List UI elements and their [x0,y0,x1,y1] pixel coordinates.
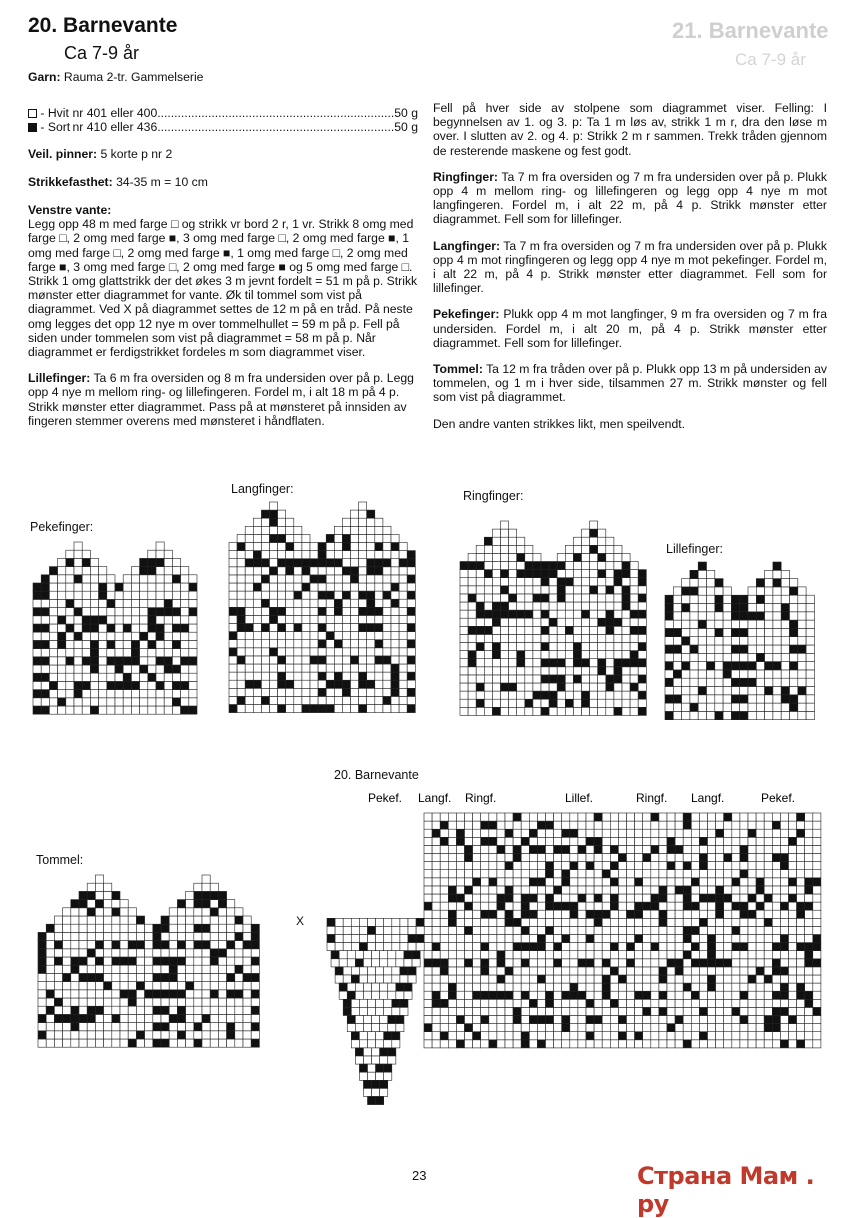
yarn-number: nr 410 eller 436 [72,120,158,135]
index-finger-section [433,307,827,350]
yarn-color: - Sort [40,120,71,135]
yarn-dots: ...................................................................... [157,106,395,121]
needles-line [28,147,418,161]
yarn-color: - Hvit [40,106,69,121]
yarn-weight: 50 g [394,106,418,121]
middle-finger-text: Ta 7 m fra oversiden og 7 m fra undersiden over på p. Plukk opp 4 m mot ringfingeren og legg opp 4 nye m mot pekefinger. Fordel m, i alt 22 m, på 4 p. Strikk mønster etter diagrammet. Fell som for lillefinger. [433,238,827,296]
thumb-heading: Tommel: [433,362,483,377]
gauge-text: 34-35 m = 10 cm [116,174,208,189]
index-finger-heading: Pekefinger: [433,307,500,322]
main-chart-label: Langf. [418,791,452,805]
chart-label-tommel: Tommel: [36,853,84,867]
main-chart-label: Ringf. [465,791,497,805]
index-finger-text: Plukk opp 4 m mot langfinger, 9 m fra oversiden og 7 m fra undersiden. Fordel m, i alt 20 m, på 4 p. Strikk mønster etter diagrammet. Fell som for lillefinger. [433,307,827,350]
chart-main [368,791,822,1049]
gauge-label: Strikkefasthet: [28,174,113,189]
main-chart-label: Langf. [691,791,725,805]
chart-label-pekefinger: Pekefinger: [30,520,94,534]
yarn-number: nr 401 eller 400 [72,106,158,121]
left-mitten-heading: Venstre vante: [28,203,112,218]
chart-label-lillefinger: Lillefinger: [666,542,723,556]
page-subtitle: Ca 7-9 år [64,43,140,63]
thumb-section [433,362,827,405]
yarn-row-white [28,106,418,120]
yarn-row-black [28,120,418,134]
right-column [433,101,827,443]
yarn-line [28,70,418,84]
chart-label-main: 20. Barnevante [334,768,419,782]
chart-tommel [37,874,260,1048]
ghost-subtitle: Ca 7-9 år [735,50,806,69]
ring-finger-section [433,170,827,227]
decrease-section: Fell på hver side av stolpene som diagrammet viser. Felling: I begynnelsen av 1. og 3. p: Ta 1 m løs av, strikk 1 m r, dra den løse m over. I slutten av 2. og 4. p: Strikk 2 m r sammen. Trekk tråden gjennom de resterende maskene og fest godt. [433,101,827,158]
yarn-text: Rauma 2-tr. Gammelserie [63,70,204,84]
yarn-dots: ...................................................................... [157,120,395,135]
needles-label: Veil. pinner: [28,146,98,161]
gauge-line [28,175,418,189]
main-chart-label: Pekef. [761,791,796,805]
chart-langfinger [228,501,416,714]
middle-finger-heading: Langfinger: [433,238,501,253]
chart-lillefinger [664,561,815,721]
yarn-label: Garn: [28,70,61,84]
yarn-weight: 50 g [394,120,418,135]
ghost-title: 21. Barnevante [672,18,829,43]
main-chart-label: Lillef. [565,791,594,805]
needles-text: 5 korte p nr 2 [100,146,173,161]
black-square-icon [28,123,37,132]
middle-finger-section [433,239,827,296]
chart-ringfinger [459,520,647,716]
page-number: 23 [412,1168,427,1183]
x-marker: X [296,914,305,928]
chart-label-langfinger: Langfinger: [231,482,294,496]
little-finger-section [28,371,418,428]
left-mitten-text: Legg opp 48 m med farge □ og strikk vr bord 2 r, 1 vr. Strikk 8 omg med farge □, 2 omg med farge ■, 3 omg med farge □, 2 omg med farge ■, 1 omg med farge □, 2 omg med farge ■, 1 omg med farge □, 2 omg med farge ■, 3 omg med farge □, 2 omg med farge ■ og 5 omg med farge □. Strikk 1 omg glattstrikk der det økes 3 m jevnt fordelt = 51 m på p. Strikk mønster etter diagrammet for vante. Øk til tommel som vist på diagrammet. Ved X på diagrammet settes de 12 m på en tråd. På neste omg legges det opp 12 nye m over tommelhullet = 59 m på p. Fell på siden under tommelen som vist på diagrammet = 58 m på p. Når diagrammet er ferdigstrikket fordeles m som diagrammet viser. [28,217,418,360]
ring-finger-heading: Ringfinger: [433,169,498,184]
little-finger-text: Ta 6 m fra oversiden og 8 m fra undersiden over på p. Legg opp 4 nye m mellom ring- og lillefingeren. Fordel m, i alt 18 m på 4 p. Strikk mønster etter diagrammet. Pass på at mønsteret på innsiden av fingeren stemmer overens med mønsteret i håndflaten. [28,371,414,428]
closing-line: Den andre vanten strikkes likt, men speilvendt. [433,416,685,431]
left-mitten-section [28,203,418,359]
white-square-icon [28,109,37,118]
little-finger-heading: Lillefinger: [28,371,91,386]
ring-finger-text: Ta 7 m fra oversiden og 7 m fra undersiden over på p. Plukk opp 4 m mellom ring- og lillefingeren og legg opp 4 nye m mot langfingeren. Fordel m, i alt 22 m, på 4 p. Strikk mønster etter diagrammet. Fell som for lillefinger. [433,169,827,227]
main-chart-label: Ringf. [636,791,668,805]
main-chart-label: Pekef. [368,791,403,805]
left-column [28,70,418,440]
chart-pekefinger [32,541,198,715]
thumb-text: Ta 12 m fra tråden over på p. Plukk opp 13 m på undersiden av tommelen, og 1 m i hver side, tilsammen 27 m. Strikk mønster og fell som vist på diagrammet. [433,362,827,405]
page-title: 20. Barnevante [28,14,178,37]
chart-label-ringfinger: Ringfinger: [463,489,524,503]
watermark-logo: Страна Мам . ру [637,1162,815,1218]
